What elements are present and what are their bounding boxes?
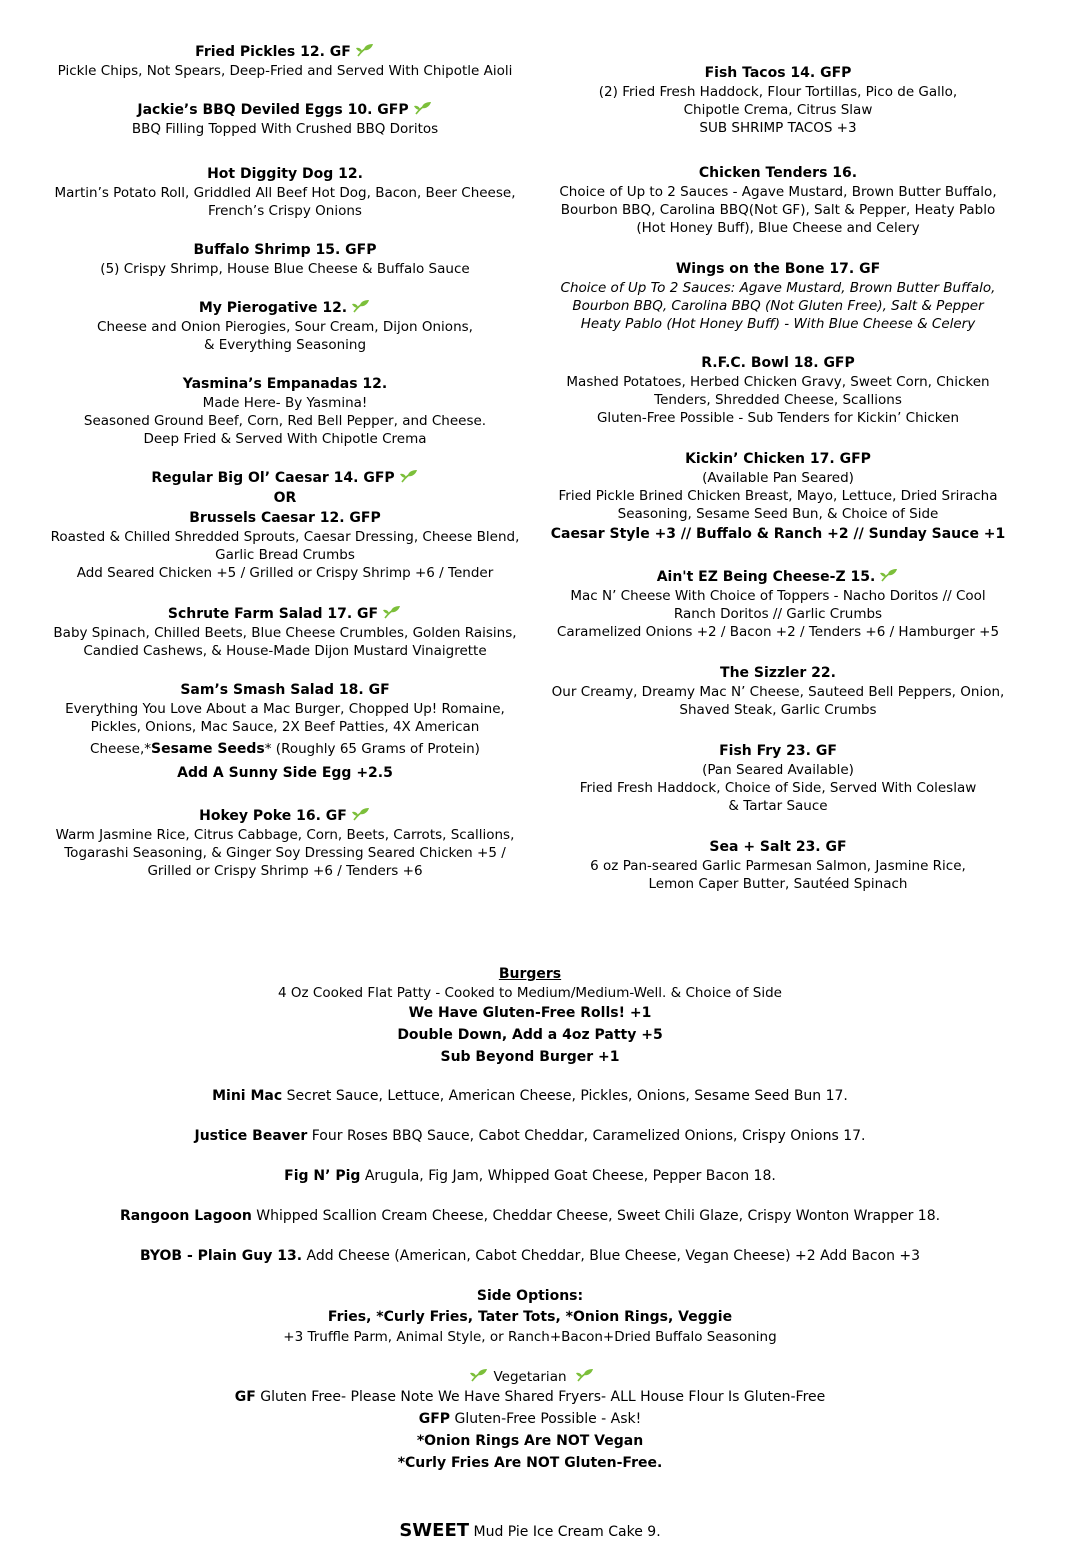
item-description-line: (2) Fried Fresh Haddock, Flour Tortillas, Pico de Gallo,	[598, 84, 958, 100]
menu-item	[40, 42, 530, 80]
item-description-line: 6 oz Pan-seared Garlic Parmesan Salmon, Jasmine Rice,	[590, 858, 966, 874]
item-description-line: Our Creamy, Dreamy Mac N’ Cheese, Sauteed Bell Peppers, Onion,	[551, 684, 1005, 700]
item-title-text: Brussels Caesar 12. GFP	[189, 510, 381, 526]
item-title	[548, 353, 1008, 373]
item-addons: Caesar Style +3 // Buffalo & Ranch +2 // Sunday Sauce +1	[550, 526, 1006, 542]
item-description-line: Lemon Caper Butter, Sautéed Spinach	[648, 876, 908, 892]
menu-item	[40, 488, 530, 508]
menu-item	[548, 259, 1008, 333]
item-description-line: Everything You Love About a Mac Burger, Chopped Up! Romaine,	[65, 701, 505, 717]
item-title-text: Schrute Farm Salad 17. GF	[167, 606, 379, 622]
burger-desc: Add Cheese (American, Cabot Cheddar, Blue Cheese, Vegan Cheese) +2 Add Bacon +3	[302, 1248, 921, 1264]
item-description-line: (5) Crispy Shrimp, House Blue Cheese & Buffalo Sauce	[100, 261, 470, 277]
item-description-line: Candied Cashews, & House-Made Dijon Mustard Vinaigrette	[83, 643, 487, 659]
sides-choices: Fries, *Curly Fries, Tater Tots, *Onion Rings, Veggie	[327, 1309, 733, 1325]
menu-item	[40, 468, 530, 488]
smash-pre: Cheese,*	[90, 741, 152, 757]
leaf-icon	[399, 469, 419, 483]
menu-item	[40, 100, 530, 138]
leaf-icon	[355, 43, 375, 57]
item-title	[40, 42, 530, 62]
menu-item	[548, 741, 1008, 815]
item-title	[40, 488, 530, 508]
burgers-description: 4 Oz Cooked Flat Patty - Cooked to Medium/Medium-Well. & Choice of Side	[278, 985, 782, 1001]
item-description-line: Caramelized Onions +2 / Bacon +2 / Tenders +6 / Hamburger +5	[556, 624, 1000, 640]
item-title-text: The Sizzler 22.	[720, 665, 836, 681]
sweet-label: SWEET	[399, 1520, 470, 1541]
item-description-line: BBQ Filling Topped With Crushed BBQ Doritos	[131, 121, 439, 137]
item-title	[40, 164, 530, 184]
item-title	[40, 298, 530, 318]
item-description-line: Bourbon BBQ, Carolina BBQ (Not Gluten Free), Salt & Pepper	[572, 298, 984, 314]
item-title	[548, 163, 1008, 183]
item-description-line: Warm Jasmine Rice, Citrus Cabbage, Corn, Beets, Carrots, Scallions,	[55, 827, 515, 843]
burger-item	[0, 1246, 1060, 1266]
item-description-line: Choice of Up to 2 Sauces - Agave Mustard, Brown Butter Buffalo,	[559, 184, 997, 200]
menu-item	[548, 449, 1008, 545]
item-description-line: Garlic Bread Crumbs	[215, 547, 355, 563]
item-description-line: Tenders, Shredded Cheese, Scallions	[654, 392, 902, 408]
item-description-line: Martin’s Potato Roll, Griddled All Beef Hot Dog, Bacon, Beer Cheese,	[54, 185, 516, 201]
item-title-text: Yasmina’s Empanadas 12.	[182, 376, 388, 392]
burgers-section	[0, 964, 1060, 1474]
sides-addons: +3 Truffle Parm, Animal Style, or Ranch+Bacon+Dried Buffalo Seasoning	[283, 1329, 777, 1345]
gf-text: Gluten Free- Please Note We Have Shared Fryers- ALL House Flour Is Gluten-Free	[255, 1389, 826, 1405]
item-title-text: OR	[273, 490, 297, 506]
menu-item	[548, 353, 1008, 427]
burger-note: We Have Gluten-Free Rolls! +1	[408, 1005, 652, 1021]
item-title	[548, 63, 1008, 83]
item-description-line: Mashed Potatoes, Herbed Chicken Gravy, Sweet Corn, Chicken	[566, 374, 990, 390]
item-title	[548, 449, 1008, 469]
item-description-line: Cheese and Onion Pierogies, Sour Cream, Dijon Onions,	[97, 319, 473, 335]
menu-item	[548, 163, 1008, 237]
item-description-line: Gluten-Free Possible - Sub Tenders for Kickin’ Chicken	[596, 410, 960, 426]
smash-bold: Sesame Seeds	[151, 741, 265, 757]
menu-item	[40, 604, 530, 660]
gfp-text: Gluten-Free Possible - Ask!	[450, 1411, 642, 1427]
item-description-line: Pickles, Onions, Mac Sauce, 2X Beef Patties, 4X American	[90, 719, 480, 735]
burger-item	[0, 1086, 1060, 1106]
vegetarian-label: Vegetarian	[493, 1369, 567, 1385]
item-description-line: Seasoning, Sesame Seed Bun, & Choice of Side	[617, 506, 939, 522]
item-description-line: Shaved Steak, Garlic Crumbs	[679, 702, 877, 718]
menu-item	[548, 567, 1008, 641]
item-title-text: Chicken Tenders 16.	[698, 165, 858, 181]
sides-heading: Side Options:	[476, 1288, 584, 1304]
smash-egg-addon: Add A Sunny Side Egg +2.5	[177, 765, 393, 781]
burgers-heading: Burgers	[498, 966, 562, 982]
item-title-text: My Pierogative 12.	[198, 300, 348, 316]
burger-name: Fig N’ Pig	[284, 1168, 361, 1184]
burger-name: BYOB - Plain Guy 13.	[139, 1248, 303, 1264]
item-title	[548, 663, 1008, 683]
menu-item	[40, 374, 530, 448]
menu-item	[40, 508, 530, 582]
item-description-line: Grilled or Crispy Shrimp +6 / Tenders +6	[147, 863, 423, 879]
item-title-text: Fish Fry 23. GF	[719, 743, 837, 759]
leaf-icon	[575, 1368, 595, 1382]
item-title	[40, 604, 530, 624]
menu-item	[40, 806, 530, 880]
menu-item	[40, 680, 530, 784]
item-title	[40, 240, 530, 260]
item-description-line	[40, 736, 530, 762]
item-description-line: Togarashi Seasoning, & Ginger Soy Dressing Seared Chicken +5 /	[64, 845, 506, 861]
item-description-line: & Tartar Sauce	[728, 798, 828, 814]
gfp-legend	[0, 1408, 1060, 1430]
item-title	[548, 259, 1008, 279]
smash-post: * (Roughly 65 Grams of Protein)	[264, 741, 480, 757]
leaf-icon	[413, 101, 433, 115]
item-description-line: Bourbon BBQ, Carolina BBQ(Not GF), Salt & Pepper, Heaty Pablo	[560, 202, 996, 218]
item-description-line: Deep Fried & Served With Chipotle Crema	[143, 431, 427, 447]
item-description-line: French’s Crispy Onions	[208, 203, 362, 219]
burger-note: Double Down, Add a 4oz Patty +5	[397, 1027, 663, 1043]
item-title-text: Kickin’ Chicken 17. GFP	[685, 451, 871, 467]
burger-item	[0, 1206, 1060, 1226]
item-title-text: Wings on the Bone 17. GF	[675, 261, 881, 277]
item-title-text: Hokey Poke 16. GF	[199, 808, 347, 824]
burger-name: Justice Beaver	[194, 1128, 308, 1144]
item-description-line: (Pan Seared Available)	[702, 762, 854, 778]
right-menu-column	[548, 63, 1008, 893]
item-title	[40, 100, 530, 120]
leaf-icon	[351, 299, 371, 313]
item-title-text: Jackie’s BBQ Deviled Eggs 10. GFP	[137, 102, 409, 118]
item-description-line: & Everything Seasoning	[203, 337, 367, 353]
burger-desc: Arugula, Fig Jam, Whipped Goat Cheese, Pepper Bacon 18.	[360, 1168, 776, 1184]
item-title	[548, 837, 1008, 857]
item-description-line: Heaty Pablo (Hot Honey Buff) - With Blue Cheese & Celery	[580, 316, 976, 332]
item-title	[40, 508, 530, 528]
item-title	[548, 567, 1008, 587]
sweet-text: Mud Pie Ice Cream Cake 9.	[469, 1524, 661, 1540]
leaf-icon	[879, 568, 899, 582]
item-description-line: Seasoned Ground Beef, Corn, Red Bell Pepper, and Cheese.	[83, 413, 487, 429]
item-title-text: Regular Big Ol’ Caesar 14. GFP	[151, 470, 395, 486]
burger-desc: Whipped Scallion Cream Cheese, Cheddar Cheese, Sweet Chili Glaze, Crispy Wonton Wrapper 18.	[251, 1208, 941, 1224]
item-description-line: Mac N’ Cheese With Choice of Toppers - Nacho Doritos // Cool	[570, 588, 986, 604]
item-description-line: Baby Spinach, Chilled Beets, Blue Cheese Crumbles, Golden Raisins,	[53, 625, 517, 641]
item-title-text: Fried Pickles 12. GF	[195, 44, 351, 60]
item-title-text: Fish Tacos 14. GFP	[704, 65, 852, 81]
item-description-line: Chipotle Crema, Citrus Slaw	[683, 102, 873, 118]
burger-item	[0, 1166, 1060, 1186]
item-description-line: SUB SHRIMP TACOS +3	[699, 120, 857, 136]
item-title-text: Sea + Salt 23. GF	[709, 839, 847, 855]
burger-desc: Secret Sauce, Lettuce, American Cheese, Pickles, Onions, Sesame Seed Bun 17.	[282, 1088, 848, 1104]
item-description-line: Roasted & Chilled Shredded Sprouts, Caesar Dressing, Cheese Blend,	[50, 529, 520, 545]
sweet-section	[0, 1520, 1060, 1541]
menu-item	[548, 63, 1008, 137]
item-description-line: Choice of Up To 2 Sauces: Agave Mustard, Brown Butter Buffalo,	[560, 280, 996, 296]
item-description-line: Fried Pickle Brined Chicken Breast, Mayo, Lettuce, Dried Sriracha	[558, 488, 998, 504]
item-title	[40, 806, 530, 826]
item-title-text: Sam’s Smash Salad 18. GF	[180, 682, 390, 698]
left-menu-column	[40, 42, 530, 880]
menu-item	[40, 164, 530, 220]
item-title-text: Buffalo Shrimp 15. GFP	[193, 242, 377, 258]
item-description-line: Fried Fresh Haddock, Choice of Side, Served With Coleslaw	[579, 780, 977, 796]
item-description-line: (Hot Honey Buff), Blue Cheese and Celery	[636, 220, 920, 236]
item-title-text: Ain't EZ Being Cheese-Z 15.	[656, 569, 876, 585]
item-description-line: Pickle Chips, Not Spears, Deep-Fried and Served With Chipotle Aioli	[57, 63, 513, 79]
burger-name: Rangoon Lagoon	[119, 1208, 252, 1224]
item-title	[40, 680, 530, 700]
burger-item	[0, 1126, 1060, 1146]
item-description-line: Add Seared Chicken +5 / Grilled or Crispy Shrimp +6 / Tender	[76, 565, 494, 581]
gf-legend	[0, 1386, 1060, 1408]
item-title	[548, 741, 1008, 761]
item-description-line: Made Here- By Yasmina!	[202, 395, 368, 411]
leaf-icon	[382, 605, 402, 619]
burger-name: Mini Mac	[212, 1088, 283, 1104]
leaf-icon	[351, 807, 371, 821]
item-description-line: Ranch Doritos // Garlic Crumbs	[673, 606, 883, 622]
burger-note: Sub Beyond Burger +1	[440, 1049, 620, 1065]
gfp-code: GFP	[418, 1411, 451, 1427]
item-description-line: (Available Pan Seared)	[702, 470, 854, 486]
menu-item	[40, 240, 530, 278]
leaf-icon	[469, 1368, 489, 1382]
vegetarian-legend	[0, 1368, 1060, 1386]
item-title	[40, 468, 530, 488]
gf-code: GF	[234, 1389, 256, 1405]
item-title-text: Hot Diggity Dog 12.	[207, 166, 363, 182]
burger-desc: Four Roses BBQ Sauce, Cabot Cheddar, Caramelized Onions, Crispy Onions 17.	[307, 1128, 866, 1144]
item-title-text: R.F.C. Bowl 18. GFP	[701, 355, 855, 371]
item-title	[40, 374, 530, 394]
menu-item	[548, 837, 1008, 893]
onion-rings-note: *Onion Rings Are NOT Vegan	[416, 1433, 644, 1449]
curly-fries-note: *Curly Fries Are NOT Gluten-Free.	[397, 1455, 663, 1471]
menu-item	[40, 298, 530, 354]
menu-item	[548, 663, 1008, 719]
